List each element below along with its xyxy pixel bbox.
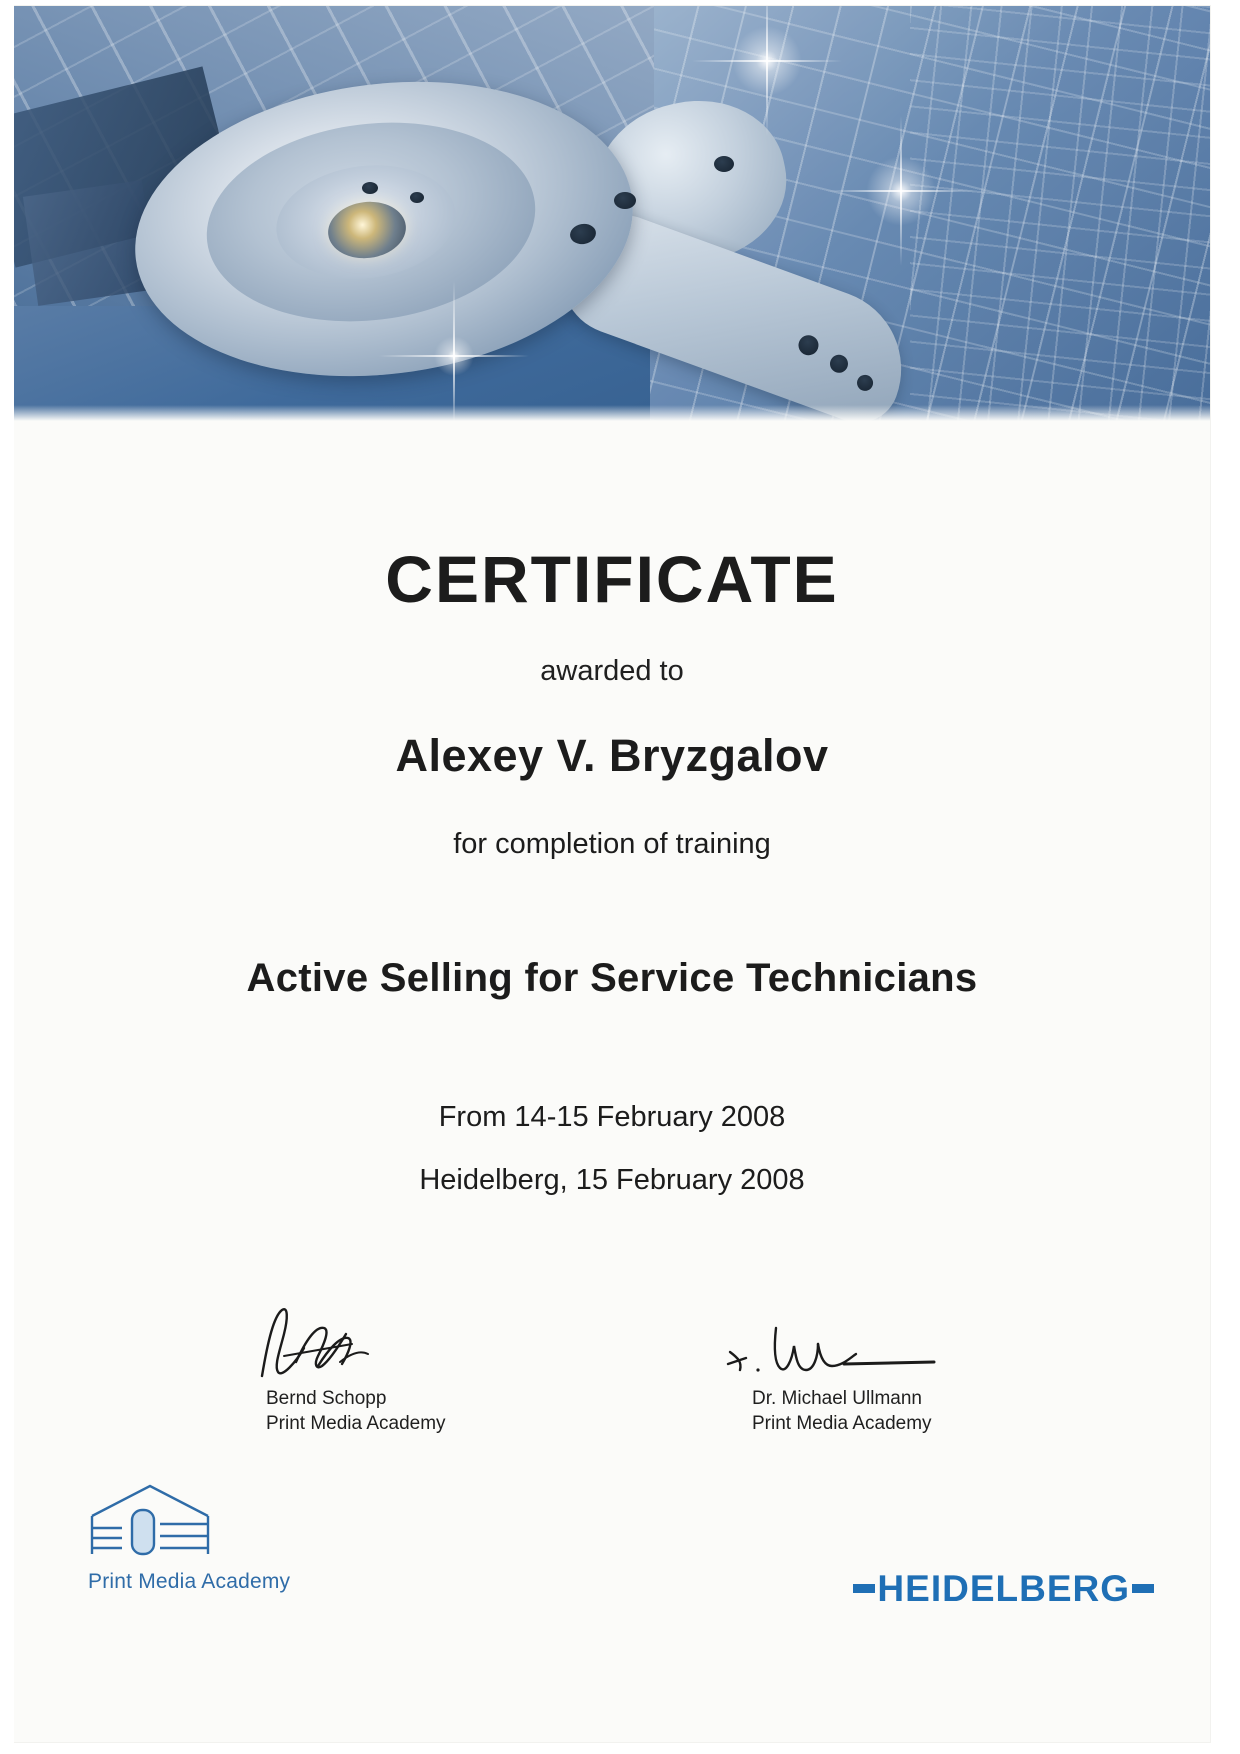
academy-building-icon xyxy=(88,1480,218,1560)
header-photo xyxy=(14,6,1210,421)
handwritten-signature-right xyxy=(724,1300,1054,1386)
scan-edge-left xyxy=(0,0,14,1754)
heidelberg-logo xyxy=(853,1570,1154,1607)
recipient-name: Alexey V. Bryzgalov xyxy=(395,730,829,781)
arm-hole-1 xyxy=(796,332,822,358)
handwritten-signature-left xyxy=(244,1300,574,1386)
scan-edge-right xyxy=(1226,0,1240,1754)
cylinder-hole-5 xyxy=(714,156,734,172)
place-and-date: Heidelberg, 15 February 2008 xyxy=(419,1164,805,1196)
arm-hole-2 xyxy=(827,352,850,375)
heidelberg-right-bar xyxy=(1132,1584,1154,1593)
glass-facade-grid-overlay xyxy=(910,6,1210,421)
print-media-academy-logo xyxy=(88,1480,308,1594)
photo-bottom-fade xyxy=(14,405,1210,421)
signature-name-right xyxy=(724,1386,1054,1436)
date-range: From 14-15 February 2008 xyxy=(438,1101,786,1133)
lens-flare-3 xyxy=(434,336,474,376)
cylinder-hole-2 xyxy=(410,192,424,203)
page-title: CERTIFICATE xyxy=(385,542,839,616)
arm-hole-3 xyxy=(855,373,876,394)
signature-name-left xyxy=(244,1386,574,1436)
signature-block-right xyxy=(724,1300,1054,1436)
cylinder-hole-1 xyxy=(362,182,378,194)
reason-label: for completion of training xyxy=(453,828,771,860)
signature-block-left xyxy=(244,1300,574,1436)
lens-flare-2 xyxy=(866,156,936,226)
signature-area xyxy=(14,1300,1210,1500)
heidelberg-wordmark: HEIDELBERG xyxy=(877,1568,1130,1609)
signer-name: Dr. Michael Ullmann xyxy=(752,1388,922,1409)
certificate-body xyxy=(14,421,1210,1197)
lens-flare-1 xyxy=(732,26,802,96)
cylinder-hole-4 xyxy=(614,192,636,209)
awarded-label: awarded to xyxy=(540,655,684,687)
signer-organization: Print Media Academy xyxy=(266,1413,446,1435)
signer-name: Bernd Schopp xyxy=(266,1388,387,1409)
signer-organization: Print Media Academy xyxy=(752,1413,932,1435)
academy-logo-text: Print Media Academy xyxy=(88,1570,291,1593)
course-title: Active Selling for Service Technicians xyxy=(246,956,978,1000)
heidelberg-left-bar xyxy=(853,1584,875,1593)
